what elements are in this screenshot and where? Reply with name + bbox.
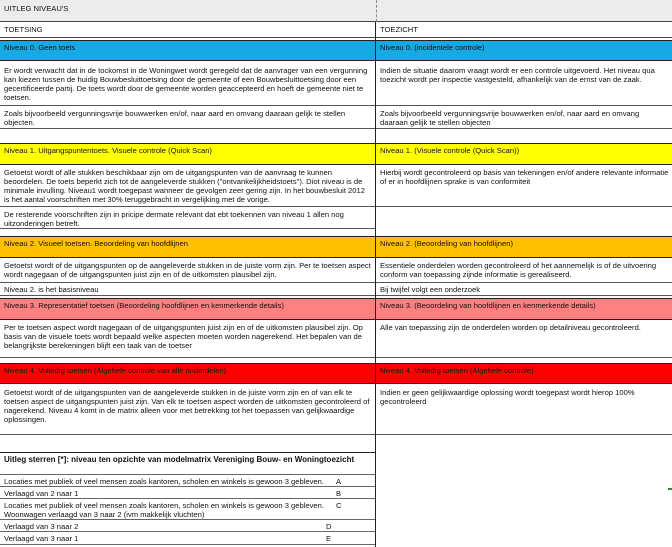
level-3-text-toetsing[interactable]: Per te toetsen aspect wordt nagegaan of de uitgangspunten juist zijn en of de uitkomsten plausibel zijn. Op basis van de visuele toets wordt bepaald welke aspecten moeten worden nagerekend. Het bepalen van de belangrijkste berekeningen blijft een taak van de toetser <box>0 321 375 358</box>
level-0-header-toetsing[interactable]: Niveau 0. Geen toets <box>0 40 375 61</box>
level-0-extra-toezicht[interactable]: Zoals bijvoorbeeld vergunningsvrije bouwwerken en/of, naar aard en omvang daaraan gelijk te stellen objecten <box>376 107 672 129</box>
selection-marker <box>668 488 672 490</box>
level-4-header-toezicht[interactable]: Niveau 4. Volledig toetsen (Algehele controle) <box>376 363 672 384</box>
level-0-text-toezicht[interactable]: Indien de situatie daarom vraagt wordt er een controle uitgevoerd. Het niveau qua toezicht wordt per inspectie vastgesteld, afhankelijk van de ernst van de zaak. <box>376 64 672 106</box>
stars-row-e[interactable] <box>0 533 375 545</box>
level-1-text-toetsing[interactable]: Getoetst wordt of alle stukken beschikbaar zijn om de uitgangspunten van de aanvraag te kunnen beoordelen. De toets beperkt zich tot de aangeleverde stukken ("ontvankelijkheidstoets"). Diot niveau is de minimale invulling. Niveau1 wordt toegepast wanneer de gevolgen zeer gering zijn. In het bouwbesluit 2012 is het aantal voorschriften met 30% teruggebracht in vergelijking met de vorige. <box>0 166 375 207</box>
stars-row-d-text: Verlaagd van 3 naar 2 <box>4 522 79 531</box>
level-0-header-toezicht[interactable]: Niveau 0. (incidentele controle) <box>376 40 672 61</box>
stars-row-c-text-2: Woonwagen verlaagd van 3 naar 2 (ivm makkelijk vluchten) <box>4 510 205 519</box>
level-2-extra-toetsing[interactable]: Niveau 2. is het basisniveau <box>0 284 375 296</box>
level-4-text-toezicht[interactable]: Indien er geen gelijkwaardige oplossing wordt toegepast wordt hierop 100% gecontroleerd <box>376 386 672 435</box>
level-1-extra-toetsing[interactable]: De resterende voorschriften zijn in pricipe dermate relevant dat ebt toekennen van niveau 1 allen nog uitzonderingen betreft. <box>0 208 375 229</box>
level-1-header-toetsing[interactable]: Niveau 1. Uitgangspuntentoets. Visuele controle (Quick Scan) <box>0 143 375 165</box>
column-header-toezicht[interactable]: TOEZICHT <box>376 22 672 38</box>
stars-row-e-text: Verlaagd van 3 naar 1 <box>4 534 79 543</box>
level-2-header-toezicht[interactable]: Niveau 2. (Beoordeling van hoofdlijnen) <box>376 236 672 258</box>
level-2-text-toezicht[interactable]: Essentiele onderdelen worden gecontroleerd of het aannemelijk is of de uitvoering conform van toepassing zijnde informatie is gerealiseerd. <box>376 259 672 283</box>
stars-row-c-text: Locaties met publiek of veel mensen zoals kantoren, scholen en winkels is gewoon 3 gebleven. <box>4 501 324 510</box>
level-0-extra-toetsing[interactable]: Zoals bijvoorbeeld vergunningsvrije bouwwerken en/of, naar aard en omvang daaraan gelijk te stellen objecten. <box>0 107 375 129</box>
stars-row-a-text: Locaties met publiek of veel mensen zoals kantoren, scholen en winkels is gewoon 3 gebleven. <box>4 477 324 486</box>
level-3-header-toetsing[interactable]: Niveau 3. Representatief toetsen (Beoordeling hoofdlijnen en kenmerkende details) <box>0 298 375 320</box>
level-2-text-toetsing[interactable]: Getoetst wordt of de uitgangspunten op de aangeleverde stukken in de juiste vorm zijn. Per te toetsen aspect wordt nagegaan of de uitgangspunten juist zijn en of de uitkomsten plausibel zijn. <box>0 259 375 283</box>
stars-row-d-letter: D <box>326 522 332 531</box>
stars-title[interactable]: Uitleg sterren [*]: niveau ten opzichte van modelmatrix Vereniging Bouw- en Woningtoezicht <box>0 452 375 475</box>
level-3-text-toezicht[interactable]: Alle van toepassing zijn de onderdelen worden op detailniveau gecontroleerd. <box>376 321 672 358</box>
level-2-header-toetsing[interactable]: Niveau 2. Visueel toetsen. Beoordeling van hoofdlijnen <box>0 236 375 258</box>
stars-row-a[interactable] <box>0 476 375 487</box>
level-4-text-toetsing[interactable]: Getoetst wordt of de uitgangspunten van de aangeleverde stukken in de juiste vorm zijn en of van elk te toetsen aspect de uitgangspunten juist zijn. Van elk te toetsen aspect worden de uitkomsten gecontroleerd of nagerekend. Niveau 4 komt in de matrix alleen voor met betrekking tot het toepassen van gelijkwaardige oplossingen. <box>0 386 375 435</box>
stars-row-b-letter: B <box>336 489 342 498</box>
stars-row-a-letter: A <box>336 477 342 486</box>
stars-row-b[interactable] <box>0 488 375 499</box>
column-gridline <box>376 0 377 22</box>
stars-row-d[interactable] <box>0 521 375 532</box>
sheet-title[interactable]: UITLEG NIVEAU'S <box>0 0 672 22</box>
column-divider <box>375 22 376 547</box>
stars-row-e-letter: E <box>326 534 332 543</box>
column-header-toetsing[interactable]: TOETSING <box>0 22 375 38</box>
level-1-header-toezicht[interactable]: Niveau 1. (Visuele controle (Quick Scan)) <box>376 143 672 165</box>
level-3-header-toezicht[interactable]: Niveau 3. (Beoordeling van hoofdlijnen en kenmerkende details) <box>376 298 672 320</box>
level-4-header-toetsing[interactable]: Niveau 4. Volledig toetsen (Algehele controle van alle onderdelen) <box>0 363 375 384</box>
level-0-text-toetsing[interactable]: Er wordt verwacht dat in de tockomst in de Woningwet wordt geregeld dat de aanvrager van een vergunning kan kiezen tussen de huidig Bouwbesluittoetsing door de gemeente of een Bouwbesluittoetsing door een gecertificeerde partij. De toets wordt door de gemeente worden geaccepteerd en hoeft de gemeente niet te toetsen. <box>0 64 375 106</box>
stars-row-c[interactable] <box>0 500 375 520</box>
stars-row-b-text: Verlaagd van 2 naar 1 <box>4 489 79 498</box>
level-2-extra-toezicht[interactable]: Bij twijfel volgt een onderzoek <box>376 284 672 296</box>
stars-row-c-letter: C <box>336 501 342 510</box>
level-1-text-toezicht[interactable]: Hierbij wordt gecontroleerd op basis van tekeningen en/of andere relevante informatie of er in hoofdlijnen sprake is van conformiteit <box>376 166 672 207</box>
